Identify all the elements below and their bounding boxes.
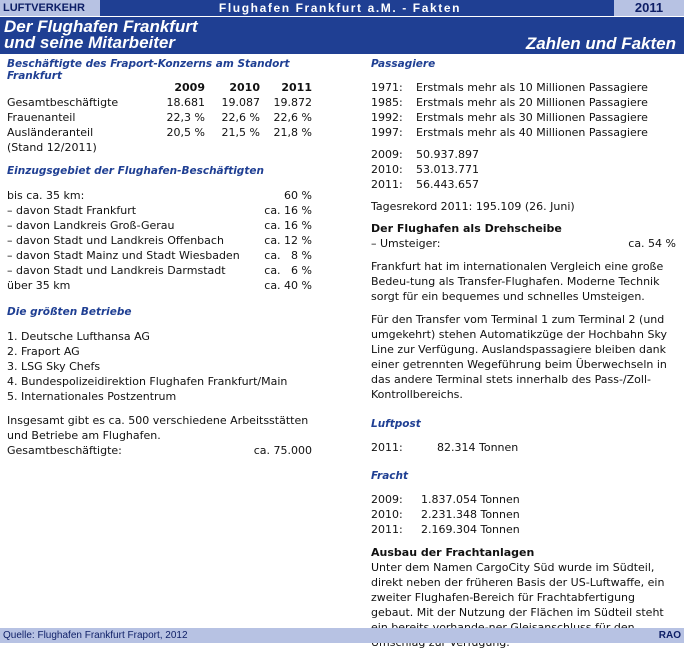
list-value: ca. 16 %: [264, 219, 312, 232]
cell: 22,6 %: [273, 111, 312, 124]
category-label: LUFTVERKEHR: [0, 0, 100, 16]
table-row: [7, 125, 312, 140]
table-row: [7, 95, 312, 110]
list-item: – davon Landkreis Groß-Gerau ca. 16 %: [7, 219, 312, 232]
year-col-2: 2010: [229, 81, 260, 94]
list-item: 2009: 50.937.897: [371, 148, 479, 161]
airmail-year: 2011:: [371, 441, 403, 454]
list-item: 1985: Erstmals mehr als 20 Millionen Passagiere: [371, 96, 648, 109]
cell: 21,8 %: [273, 126, 312, 139]
companies-heading: Die größten Betriebe: [7, 306, 132, 318]
list-item: 2009: 1.837.054 Tonnen: [371, 493, 520, 506]
transfer-paragraph: Frankfurt hat im internationalen Vergleich eine große Bedeu-tung als Transfer-Flughafen. Moderne Technik sorgt für ein bequemes und schnelles Umsteigen.: [371, 260, 664, 303]
list-item: 2010: 53.013.771: [371, 163, 479, 176]
list-value: 60 %: [284, 189, 312, 202]
row-label: Frauenanteil: [7, 111, 76, 124]
daily-record: Tagesrekord 2011: 195.109 (26. Juni): [371, 200, 575, 213]
list-item: – davon Stadt Frankfurt ca. 16 %: [7, 204, 312, 217]
right-column: [371, 58, 676, 650]
list-value: ca. 40 %: [264, 279, 312, 292]
brand-label: RAO: [658, 630, 681, 641]
cell: 19.087: [221, 96, 260, 109]
passengers-heading: Passagiere: [371, 58, 436, 70]
list-item: – davon Stadt und Landkreis Darmstadt ca. 6 %: [7, 264, 312, 277]
hub-title: Der Flughafen als Drehscheibe: [371, 222, 562, 235]
list-item: 2011: 2.169.304 Tonnen: [371, 523, 520, 536]
list-item: – davon Stadt und Landkreis Offenbach ca. 12 %: [7, 234, 312, 247]
top-bar: [0, 0, 684, 16]
left-column: [7, 58, 312, 458]
hub-value: ca. 54 %: [628, 237, 676, 250]
list-item: 2011: 56.443.657: [371, 178, 479, 191]
companies-text: Insgesamt gibt es ca. 500 verschiedene Arbeitsstätten und Betriebe am Flughafen.: [7, 414, 309, 442]
total-label: Gesamtbeschäftigte:: [7, 444, 122, 457]
freight-list: [371, 492, 676, 537]
year-badge: 2011: [614, 0, 684, 16]
companies-list: [7, 329, 312, 404]
cell: 22,6 %: [221, 111, 260, 124]
list-item: 5. Internationales Postzentrum: [7, 390, 177, 403]
cell: 18.681: [166, 96, 205, 109]
page-title: Flughafen Frankfurt a.M. - Fakten: [218, 1, 462, 15]
source-note: Quelle: Flughafen Frankfurt Fraport, 2012: [3, 630, 188, 641]
list-item: 1971: Erstmals mehr als 10 Millionen Passagiere: [371, 81, 648, 94]
freight-heading: Fracht: [371, 470, 409, 482]
sub-title: Zahlen und Fakten: [525, 34, 676, 53]
cell: 21,5 %: [221, 126, 260, 139]
list-item: 2. Fraport AG: [7, 345, 80, 358]
hub-row: [371, 236, 676, 251]
list-item: – davon Stadt Mainz und Stadt Wiesbaden ca. 8 %: [7, 249, 312, 262]
employees-heading: Beschäftigte des Fraport-Konzerns am Standort Frankfurt: [7, 58, 290, 82]
expansion-text: Unter dem Namen CargoCity Süd wurde im Südteil, direkt neben der früheren Basis der US-Luftwaffe, ein zweiter Flughafen-Bereich für Frachtabfertigung gebaut. Mit der Nutzung der Flächen im Südteil steht: [371, 561, 665, 619]
airmail-row: [371, 440, 676, 455]
footer-bar: [0, 628, 684, 643]
catchment-list: [7, 188, 312, 293]
list-item: 4. Bundespolizeidirektion Flughafen Frankfurt/Main: [7, 375, 288, 388]
row-label: Gesamtbeschäftigte: [7, 96, 119, 109]
total-value: ca. 75.000: [253, 444, 312, 457]
row-label: Ausländeranteil: [7, 126, 94, 139]
main-title-line-2: und seine Mitarbeiter: [4, 33, 175, 52]
status-note: (Stand 12/2011): [7, 141, 97, 154]
total-row: [7, 443, 312, 458]
list-item: 2010: 2.231.348 Tonnen: [371, 508, 520, 521]
list-item: 1. Deutsche Lufthansa AG: [7, 330, 150, 343]
year-col-1: 2009: [174, 81, 205, 94]
skyline-paragraph: Für den Transfer vom Terminal 1 zum Terminal 2 (und umgekehrt) stehen Automatikzüge der Hochbahn Sky Line zur Verfügung. Auslandspassagiere bleiben dank einer getrennten Wegeführung beim Überwechseln in das andere Terminal stets innerhalb des Pass-/Zoll-Kontrollbereichs.: [371, 313, 667, 401]
cell: 19.872: [273, 96, 312, 109]
list-value: ca. 6 %: [264, 264, 312, 277]
cell: 22,3 %: [166, 111, 205, 124]
year-col-3: 2011: [281, 81, 312, 94]
list-item: über 35 km ca. 40 %: [7, 279, 312, 292]
passenger-counts: [371, 147, 676, 192]
list-value: ca. 12 %: [264, 234, 312, 247]
hub-label: – Umsteiger:: [371, 237, 441, 250]
list-item: 3. LSG Sky Chefs: [7, 360, 101, 373]
list-value: ca. 16 %: [264, 204, 312, 217]
table-row: [7, 110, 312, 125]
expansion-title: Ausbau der Frachtanlagen: [371, 546, 535, 559]
airmail-heading: Luftpost: [371, 418, 421, 430]
list-item: 1992: Erstmals mehr als 30 Millionen Passagiere: [371, 111, 648, 124]
list-value: ca. 8 %: [264, 249, 312, 262]
cell: 20,5 %: [166, 126, 205, 139]
airmail-value: 82.314 Tonnen: [437, 441, 519, 454]
main-title-line-1: Der Flughafen Frankfurt: [4, 17, 198, 36]
years-header-row: [7, 80, 312, 95]
list-item: bis ca. 35 km: 60 %: [7, 189, 312, 202]
title-banner: [0, 17, 684, 54]
list-item: 1997: Erstmals mehr als 40 Millionen Passagiere: [371, 126, 648, 139]
catchment-heading: Einzugsgebiet der Flughafen-Beschäftigten: [7, 165, 264, 177]
milestones-list: [371, 80, 676, 140]
main-title: [4, 19, 198, 51]
